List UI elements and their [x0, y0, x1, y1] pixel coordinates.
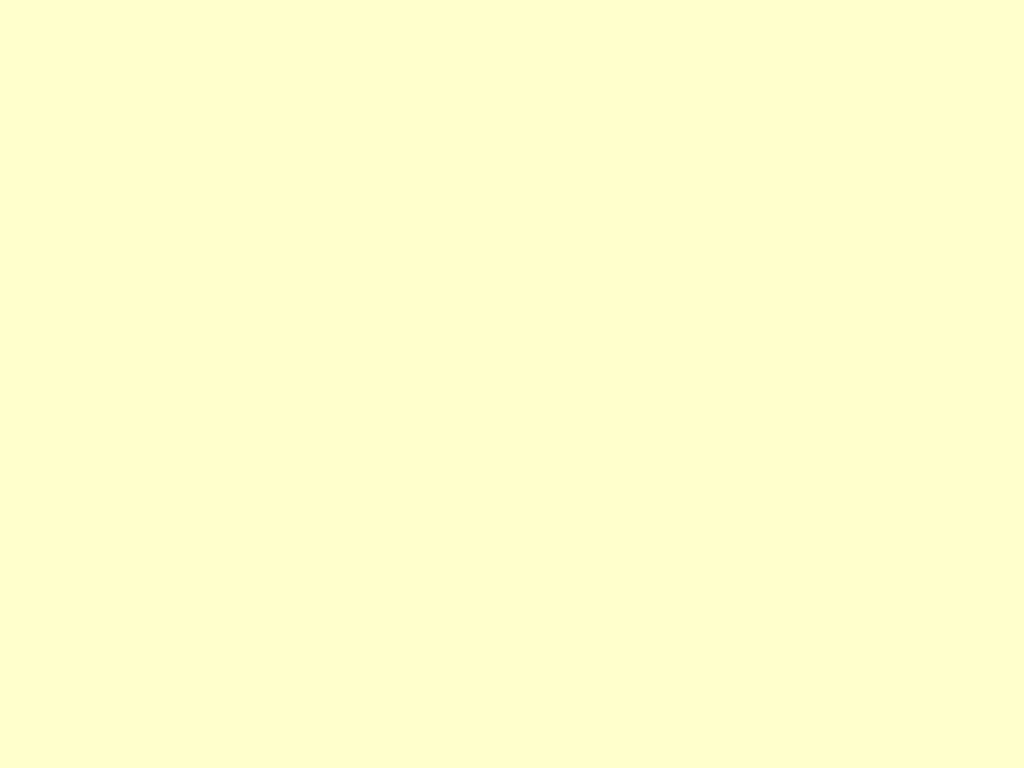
top-decorative-banner [0, 8, 1024, 48]
bottom-decorative-banner [0, 758, 1024, 768]
bullet-list [14, 126, 974, 152]
